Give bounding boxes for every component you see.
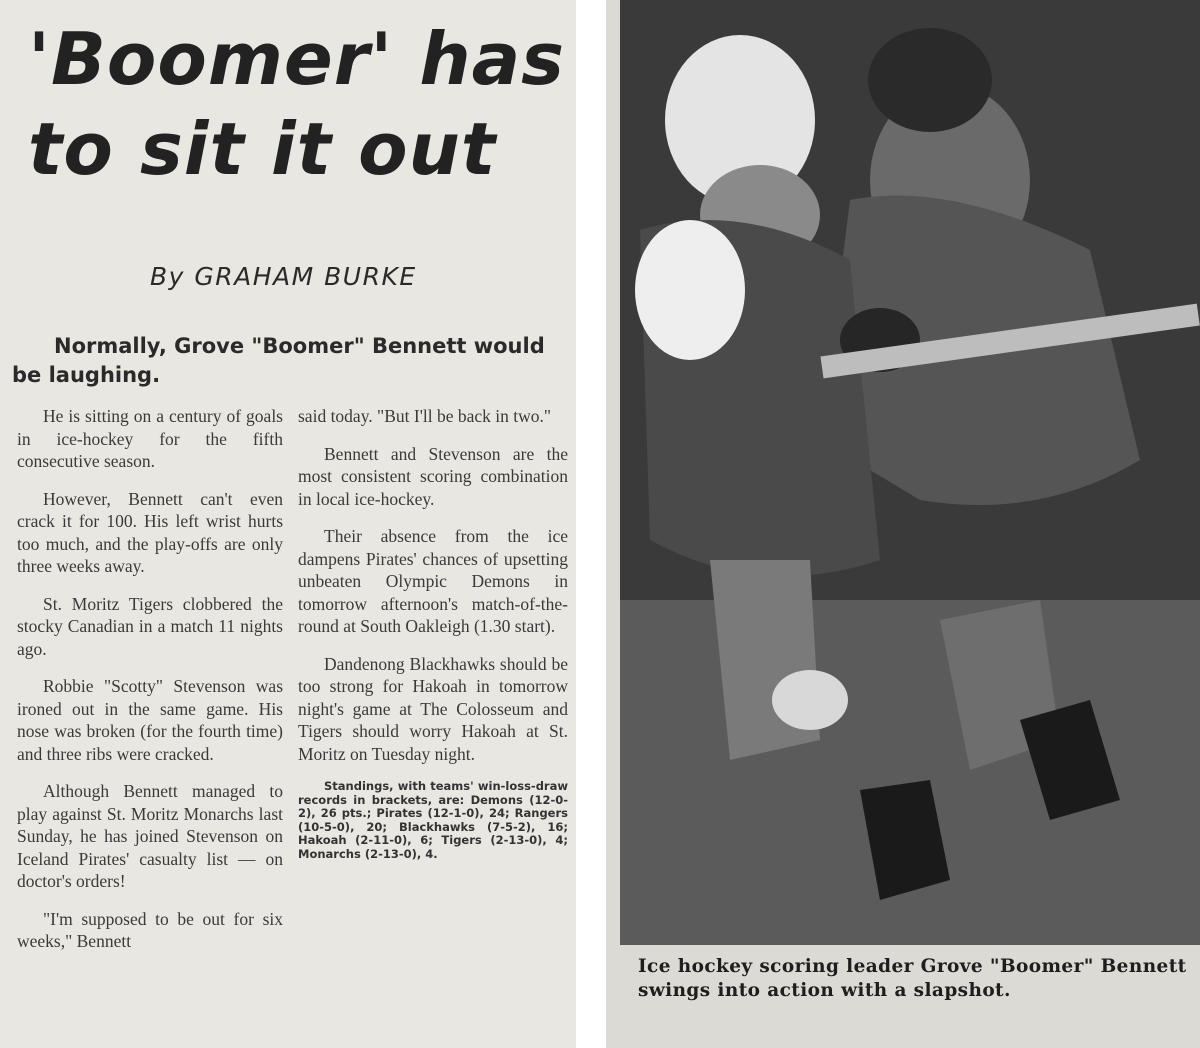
paragraph: He is sitting on a century of goals in ice-hockey for the fifth consecutive season.	[17, 406, 283, 471]
paragraph: said today. "But I'll be back in two."	[298, 406, 551, 426]
article-clipping	[0, 0, 576, 1048]
standings-box: Standings, with teams' win-loss-draw records in brackets, are: Demons (12-0-2), 26 pts.; Pirates (12-1-0), 24; Rangers (10-5-0), 20; Blackhawks (7-5-2), 16; Hakoah (2-11-0), 6; Tigers (2-13-0), 4; Monarchs (2-13-0), 4.	[298, 779, 568, 861]
paragraph: Bennett and Stevenson are the most consistent scoring combination in local ice-hockey.	[298, 443, 568, 509]
hockey-players-illustration	[620, 0, 1200, 945]
paragraph: Dandenong Blackhawks should be too strong for Hakoah in tomorrow night's game at The Colosseum and Tigers should worry Hakoah at St. Moritz on Tuesday night.	[298, 653, 568, 764]
headline: 'Boomer' has to sit it out	[28, 17, 566, 191]
paragraph: "I'm supposed to be out for six weeks," Bennett	[17, 908, 283, 951]
paragraph: Robbie "Scotty" Stevenson was ironed out in the same game. His nose was broken (for the fourth time) and three ribs were cracked.	[17, 676, 283, 764]
photo-clipping	[606, 0, 1200, 1048]
photo-caption: Ice hockey scoring leader Grove "Boomer" Bennett swings into action with a slapshot.	[638, 956, 1187, 1001]
paragraph: St. Moritz Tigers clobbered the stocky Canadian in a match 11 nights ago.	[17, 593, 283, 659]
paragraph: However, Bennett can't even crack it for 100. His left wrist hurts too much, and the play-offs are only three weeks away.	[17, 488, 283, 576]
article-column-1	[17, 405, 283, 968]
byline: By GRAHAM BURKE	[150, 262, 417, 291]
paragraph: Their absence from the ice dampens Pirates' chances of upsetting unbeaten Olympic Demons in tomorrow afternoon's match-of-the-round at South Oakleigh (1.30 start).	[298, 526, 568, 636]
article-column-2	[298, 405, 568, 876]
lede-paragraph: Normally, Grove "Boomer" Bennett would be laughing.	[12, 334, 545, 387]
hockey-photo	[620, 0, 1200, 945]
paragraph: Although Bennett managed to play against St. Moritz Monarchs last Sunday, he has joined Stevenson on Iceland Pirates' casualty list — on doctor's orders!	[17, 781, 283, 891]
